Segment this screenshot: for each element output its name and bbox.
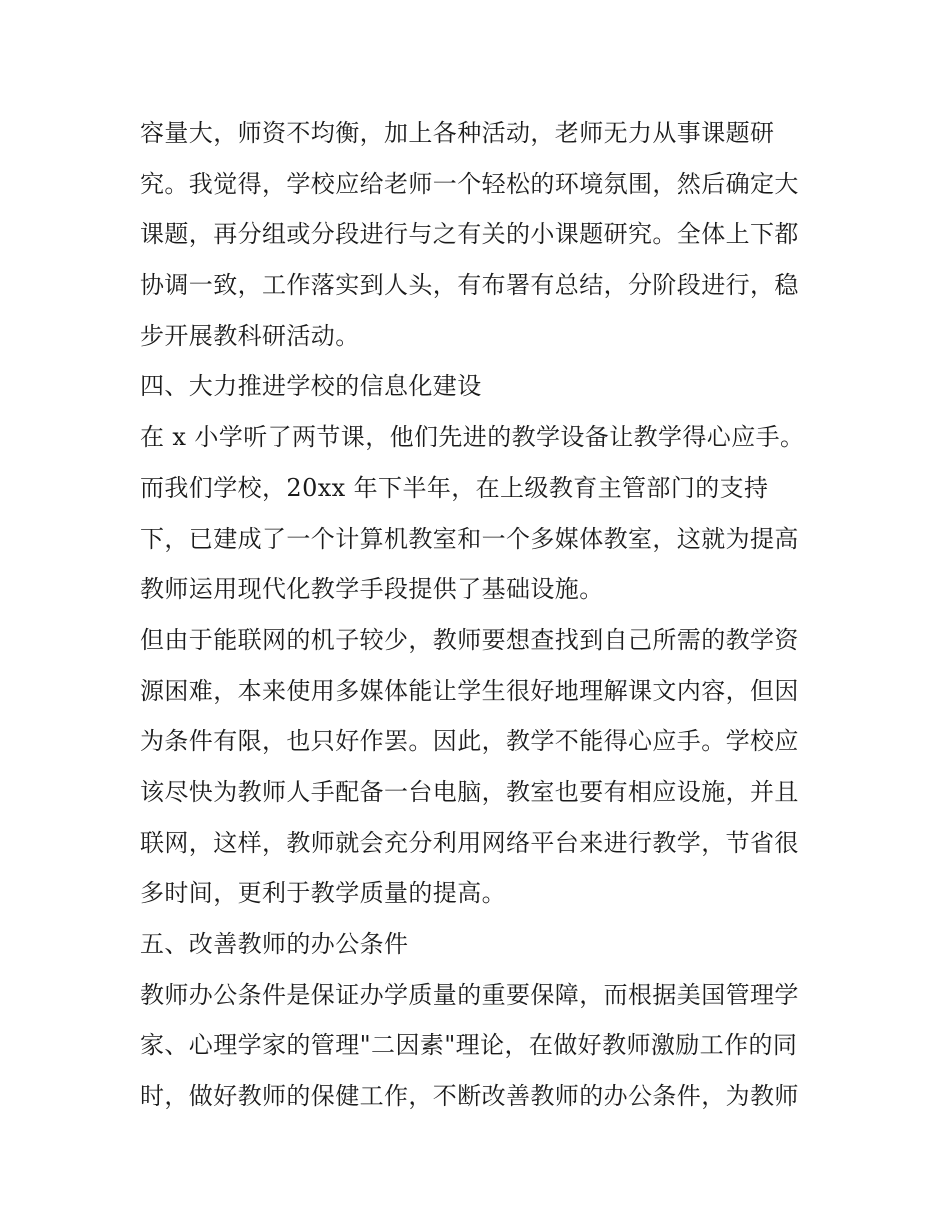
paragraph-line: 家、心理学家的管理"二因素"理论，在做好教师激励工作的同 (140, 1031, 798, 1060)
paragraph-line: 源困难，本来使用多媒体能让学生很好地理解课文内容，但因 (140, 676, 799, 705)
paragraph-line: 教师运用现代化教学手段提供了基础设施。 (140, 575, 604, 604)
paragraph-line: 课题，再分组或分段进行与之有关的小课题研究。全体上下都 (140, 220, 799, 249)
paragraph-line: 时，做好教师的保健工作，不断改善教师的办公条件，为教师 (140, 1082, 799, 1111)
paragraph-line: 下，已建成了一个计算机教室和一个多媒体教室，这就为提高 (140, 524, 799, 553)
paragraph-line: 协调一致，工作落实到人头，有布署有总结，分阶段进行，稳 (140, 271, 799, 300)
paragraph-line: 为条件有限，也只好作罢。因此，教学不能得心应手。学校应 (140, 727, 799, 756)
paragraph-line: 步开展教科研活动。 (140, 321, 360, 350)
paragraph-line: 该尽快为教师人手配备一台电脑，教室也要有相应设施，并且 (140, 777, 799, 806)
section-heading: 四、大力推进学校的信息化建设 (140, 372, 482, 401)
paragraph-line: 多时间，更利于教学质量的提高。 (140, 879, 506, 908)
document-body (140, 108, 820, 1122)
paragraph-line: 而我们学校，20xx 年下半年，在上级教育主管部门的支持 (140, 473, 769, 502)
section-heading: 五、改善教师的办公条件 (140, 930, 409, 958)
paragraph-line: 容量大，师资不均衡，加上各种活动，老师无力从事课题研 (140, 119, 775, 147)
paragraph-line: 但由于能联网的机子较少，教师要想查找到自己所需的教学资 (140, 625, 799, 654)
paragraph-line: 教师办公条件是保证办学质量的重要保障，而根据美国管理学 (140, 980, 799, 1009)
paragraph-line: 究。我觉得，学校应给老师一个轻松的环境氛围，然后确定大 (140, 169, 799, 198)
paragraph-line: 联网，这样，教师就会充分利用网络平台来进行教学，节省很 (140, 828, 799, 857)
paragraph-line: 在 x 小学听了两节课，他们先进的教学设备让教学得心应手。 (140, 423, 805, 452)
